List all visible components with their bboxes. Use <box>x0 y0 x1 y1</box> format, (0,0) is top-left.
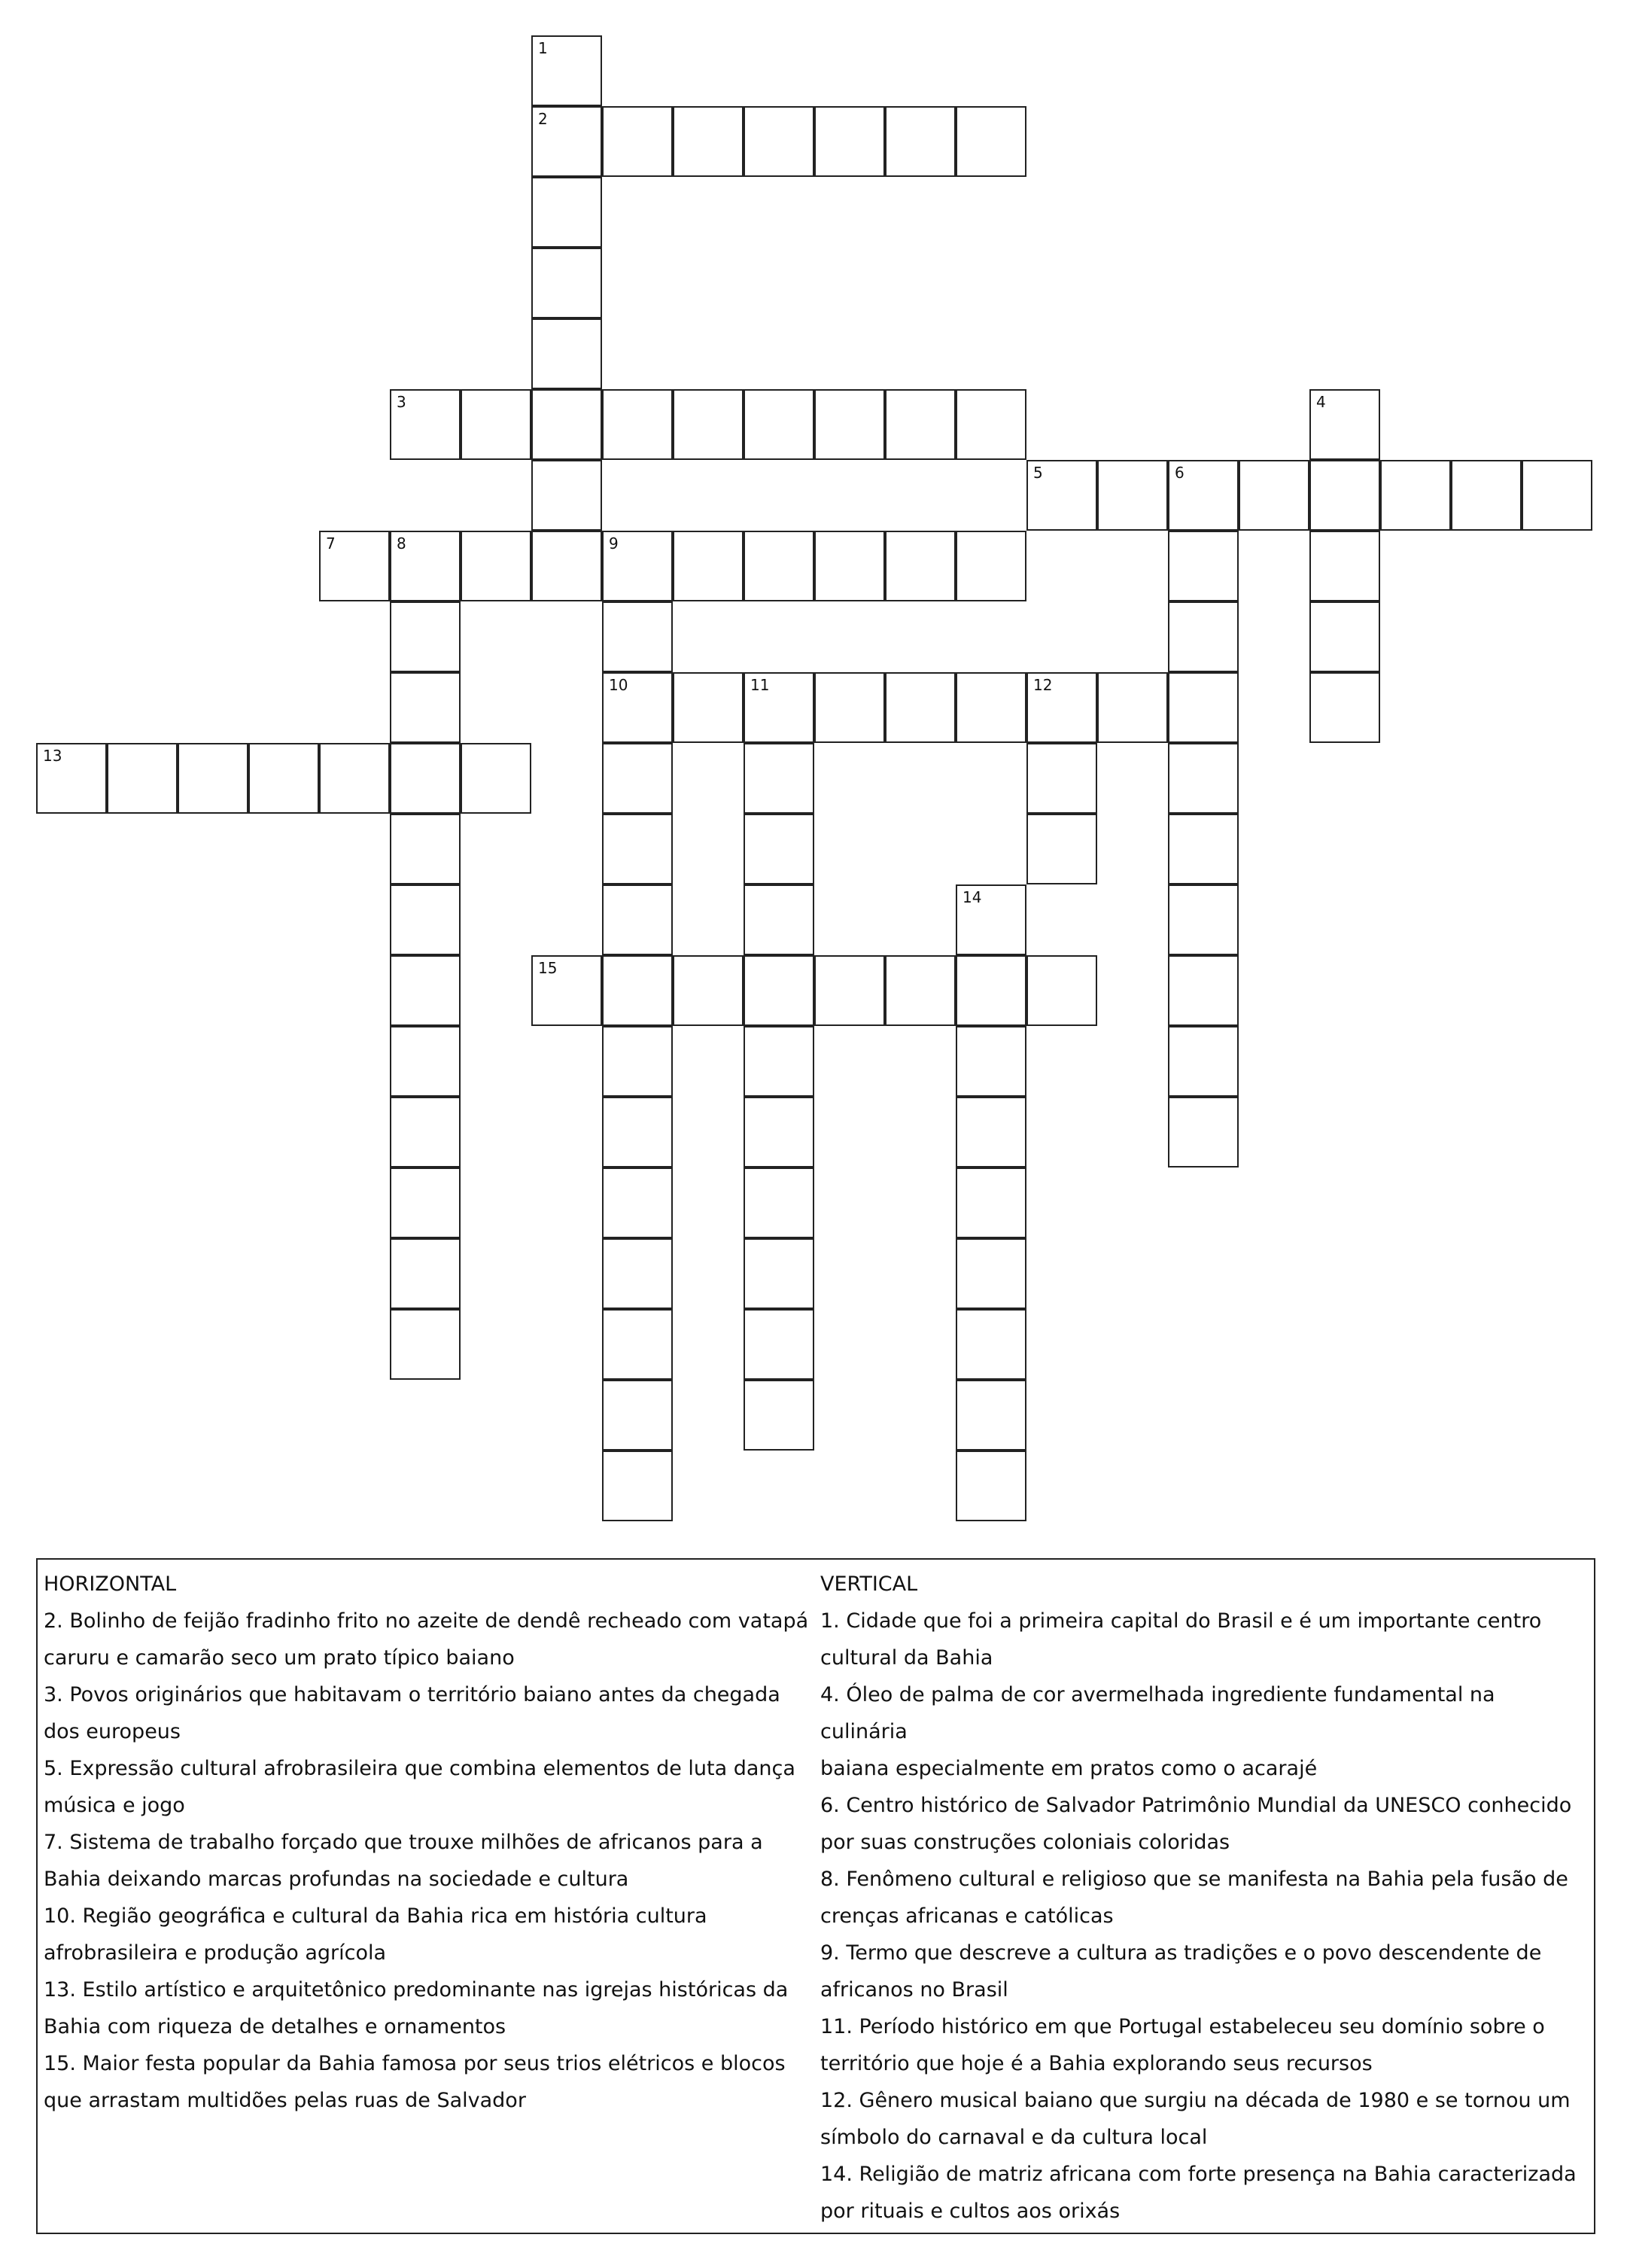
grid-cell[interactable] <box>956 955 1026 1026</box>
grid-cell[interactable] <box>248 743 319 814</box>
grid-cell[interactable] <box>390 389 461 460</box>
grid-cell[interactable] <box>390 1238 461 1309</box>
grid-cell[interactable] <box>885 106 956 177</box>
grid-cell[interactable] <box>956 672 1026 743</box>
grid-cell[interactable] <box>390 531 461 601</box>
grid-cell[interactable] <box>814 955 885 1026</box>
clue-line: que arrastam multidões pelas ruas de Salvador <box>44 2089 526 2112</box>
grid-cell[interactable] <box>1309 601 1380 672</box>
grid-cell[interactable] <box>1168 884 1239 955</box>
grid-cell[interactable] <box>531 460 602 531</box>
horizontal-clues <box>44 1566 819 2119</box>
grid-cell[interactable] <box>531 955 602 1026</box>
clue-number: 5 <box>1033 464 1043 482</box>
grid-cell[interactable] <box>602 1238 673 1309</box>
grid-cell[interactable] <box>531 35 602 106</box>
grid-cell[interactable] <box>1168 531 1239 601</box>
grid-cell[interactable] <box>744 884 814 955</box>
grid-cell[interactable] <box>744 743 814 814</box>
grid-cell[interactable] <box>885 955 956 1026</box>
grid-cell[interactable] <box>390 1026 461 1097</box>
grid-cell[interactable] <box>744 106 814 177</box>
grid-cell[interactable] <box>390 601 461 672</box>
grid-cell[interactable] <box>956 1309 1026 1380</box>
grid-cell[interactable] <box>461 389 531 460</box>
grid-cell[interactable] <box>956 884 1026 955</box>
grid-cell[interactable] <box>531 106 602 177</box>
clue-number: 8 <box>397 534 406 553</box>
grid-cell[interactable] <box>1026 814 1097 884</box>
grid-cell[interactable] <box>602 1167 673 1238</box>
grid-cell[interactable] <box>1522 460 1592 531</box>
grid-cell[interactable] <box>956 1026 1026 1097</box>
grid-cell[interactable] <box>602 743 673 814</box>
clue-line: caruru e camarão seco um prato típico baiano <box>44 1646 515 1670</box>
grid-cell[interactable] <box>1309 389 1380 460</box>
clue-number: 3 <box>397 393 406 411</box>
grid-cell[interactable] <box>602 884 673 955</box>
grid-cell[interactable] <box>673 955 744 1026</box>
clue-line: 13. Estilo artístico e arquitetônico predominante nas igrejas históricas da <box>44 1978 789 2002</box>
clue-line: por rituais e cultos aos orixás <box>820 2200 1121 2223</box>
grid-cell[interactable] <box>956 531 1026 601</box>
clue-number: 12 <box>1033 676 1053 694</box>
clue-line: Bahia com riqueza de detalhes e ornamentos <box>44 2015 506 2038</box>
grid-cell[interactable] <box>390 955 461 1026</box>
clue-number: 10 <box>609 676 628 694</box>
grid-cell[interactable] <box>1451 460 1522 531</box>
clue-line: símbolo do carnaval e da cultura local <box>820 2126 1208 2149</box>
grid-cell[interactable] <box>814 106 885 177</box>
grid-cell[interactable] <box>531 389 602 460</box>
grid-cell[interactable] <box>744 814 814 884</box>
grid-cell[interactable] <box>319 531 390 601</box>
grid-cell[interactable] <box>602 1026 673 1097</box>
grid-cell[interactable] <box>1309 460 1380 531</box>
grid-cell[interactable] <box>814 672 885 743</box>
clue-number: 15 <box>538 959 558 977</box>
grid-cell[interactable] <box>814 531 885 601</box>
grid-cell[interactable] <box>602 106 673 177</box>
clue-line: 15. Maior festa popular da Bahia famosa por seus trios elétricos e blocos <box>44 2052 786 2075</box>
grid-cell[interactable] <box>1097 672 1168 743</box>
grid-cell[interactable] <box>602 389 673 460</box>
grid-cell[interactable] <box>885 389 956 460</box>
clue-line: 10. Região geográfica e cultural da Bahia rica em história cultura <box>44 1904 707 1928</box>
clue-line: território que hoje é a Bahia explorando seus recursos <box>820 2052 1373 2075</box>
grid-cell[interactable] <box>1168 1026 1239 1097</box>
grid-cell[interactable] <box>814 389 885 460</box>
grid-cell[interactable] <box>744 672 814 743</box>
clue-line: 5. Expressão cultural afrobrasileira que combina elementos de luta dança <box>44 1757 795 1780</box>
grid-cell[interactable] <box>744 1097 814 1167</box>
grid-cell[interactable] <box>1168 601 1239 672</box>
grid-cell[interactable] <box>673 672 744 743</box>
grid-cell[interactable] <box>36 743 107 814</box>
grid-cell[interactable] <box>390 884 461 955</box>
grid-cell[interactable] <box>531 248 602 318</box>
grid-cell[interactable] <box>956 106 1026 177</box>
grid-cell[interactable] <box>107 743 178 814</box>
grid-cell[interactable] <box>956 1238 1026 1309</box>
grid-cell[interactable] <box>673 389 744 460</box>
grid-cell[interactable] <box>1168 1097 1239 1167</box>
grid-cell[interactable] <box>390 1097 461 1167</box>
grid-cell[interactable] <box>673 531 744 601</box>
clue-number: 9 <box>609 534 619 553</box>
clue-line: 11. Período histórico em que Portugal estabeleceu seu domínio sobre o <box>820 2015 1545 2038</box>
grid-cell[interactable] <box>744 531 814 601</box>
grid-cell[interactable] <box>885 672 956 743</box>
grid-cell[interactable] <box>602 955 673 1026</box>
clue-line: 12. Gênero musical baiano que surgiu na década de 1980 e se tornou um <box>820 2089 1571 2112</box>
horizontal-heading: HORIZONTAL <box>44 1572 177 1596</box>
clue-line: por suas construções coloniais coloridas <box>820 1831 1230 1854</box>
clue-line: cultural da Bahia <box>820 1646 993 1670</box>
grid-cell[interactable] <box>744 1167 814 1238</box>
grid-cell[interactable] <box>319 743 390 814</box>
clue-line: música e jogo <box>44 1794 185 1817</box>
grid-cell[interactable] <box>1168 955 1239 1026</box>
grid-cell[interactable] <box>390 672 461 743</box>
grid-cell[interactable] <box>1026 955 1097 1026</box>
grid-cell[interactable] <box>1168 743 1239 814</box>
clue-number: 6 <box>1175 464 1185 482</box>
clue-line: africanos no Brasil <box>820 1978 1008 2002</box>
vertical-heading: VERTICAL <box>820 1572 918 1596</box>
grid-cell[interactable] <box>531 318 602 389</box>
clue-number: 13 <box>43 747 62 765</box>
grid-cell[interactable] <box>1168 672 1239 743</box>
grid-cell[interactable] <box>531 177 602 248</box>
clue-line: dos europeus <box>44 1720 181 1743</box>
grid-cell[interactable] <box>178 743 248 814</box>
grid-cell[interactable] <box>602 1309 673 1380</box>
grid-cell[interactable] <box>390 743 461 814</box>
grid-cell[interactable] <box>956 1167 1026 1238</box>
grid-cell[interactable] <box>461 743 531 814</box>
clue-line: afrobrasileira e produção agrícola <box>44 1941 387 1965</box>
clue-line: crenças africanas e católicas <box>820 1904 1114 1928</box>
grid-cell[interactable] <box>744 955 814 1026</box>
grid-cell[interactable] <box>744 1238 814 1309</box>
grid-cell[interactable] <box>1026 672 1097 743</box>
clues-box <box>36 1558 1595 2234</box>
clue-line: 6. Centro histórico de Salvador Patrimônio Mundial da UNESCO conhecido <box>820 1794 1572 1817</box>
grid-cell[interactable] <box>602 814 673 884</box>
grid-cell[interactable] <box>673 106 744 177</box>
clue-number: 11 <box>750 676 770 694</box>
grid-cell[interactable] <box>1097 460 1168 531</box>
grid-cell[interactable] <box>602 672 673 743</box>
clue-number: 4 <box>1316 393 1326 411</box>
clue-line: 2. Bolinho de feijão fradinho frito no azeite de dendê recheado com vatapá <box>44 1609 809 1633</box>
grid-cell[interactable] <box>602 601 673 672</box>
grid-cell[interactable] <box>602 1451 673 1521</box>
grid-cell[interactable] <box>1380 460 1451 531</box>
grid-cell[interactable] <box>885 531 956 601</box>
grid-cell[interactable] <box>1168 814 1239 884</box>
grid-cell[interactable] <box>461 531 531 601</box>
grid-cell[interactable] <box>390 814 461 884</box>
grid-cell[interactable] <box>744 1026 814 1097</box>
vertical-clues <box>820 1566 1588 2230</box>
grid-cell[interactable] <box>390 1309 461 1380</box>
clue-number: 2 <box>538 110 548 128</box>
grid-cell[interactable] <box>744 1309 814 1380</box>
grid-cell[interactable] <box>1309 672 1380 743</box>
clue-line: 3. Povos originários que habitavam o território baiano antes da chegada <box>44 1683 780 1706</box>
grid-cell[interactable] <box>1309 531 1380 601</box>
grid-cell[interactable] <box>390 1167 461 1238</box>
clue-line: 8. Fenômeno cultural e religioso que se manifesta na Bahia pela fusão de <box>820 1868 1568 1891</box>
grid-cell[interactable] <box>1026 460 1097 531</box>
clue-number: 14 <box>963 888 982 906</box>
grid-cell[interactable] <box>956 1097 1026 1167</box>
grid-cell[interactable] <box>956 1451 1026 1521</box>
clue-line: 4. Óleo de palma de cor avermelhada ingrediente fundamental na culinária <box>820 1683 1495 1743</box>
clue-line: 14. Religião de matriz africana com forte presença na Bahia caracterizada <box>820 2163 1577 2186</box>
clue-number: 1 <box>538 39 548 57</box>
clue-line: 7. Sistema de trabalho forçado que trouxe milhões de africanos para a <box>44 1831 763 1854</box>
grid-cell[interactable] <box>744 1380 814 1451</box>
clue-line: 1. Cidade que foi a primeira capital do Brasil e é um importante centro <box>820 1609 1542 1633</box>
clue-number: 7 <box>326 534 336 553</box>
grid-cell[interactable] <box>1168 460 1239 531</box>
clue-line: Bahia deixando marcas profundas na sociedade e cultura <box>44 1868 629 1891</box>
grid-cell[interactable] <box>1026 743 1097 814</box>
grid-cell[interactable] <box>744 389 814 460</box>
grid-cell[interactable] <box>956 389 1026 460</box>
grid-cell[interactable] <box>956 1380 1026 1451</box>
grid-cell[interactable] <box>602 1380 673 1451</box>
grid-cell[interactable] <box>602 1097 673 1167</box>
clue-line: 9. Termo que descreve a cultura as tradições e o povo descendente de <box>820 1941 1542 1965</box>
grid-cell[interactable] <box>531 531 602 601</box>
grid-cell[interactable] <box>1239 460 1309 531</box>
grid-cell[interactable] <box>602 531 673 601</box>
clue-line: baiana especialmente em pratos como o acarajé <box>820 1757 1318 1780</box>
